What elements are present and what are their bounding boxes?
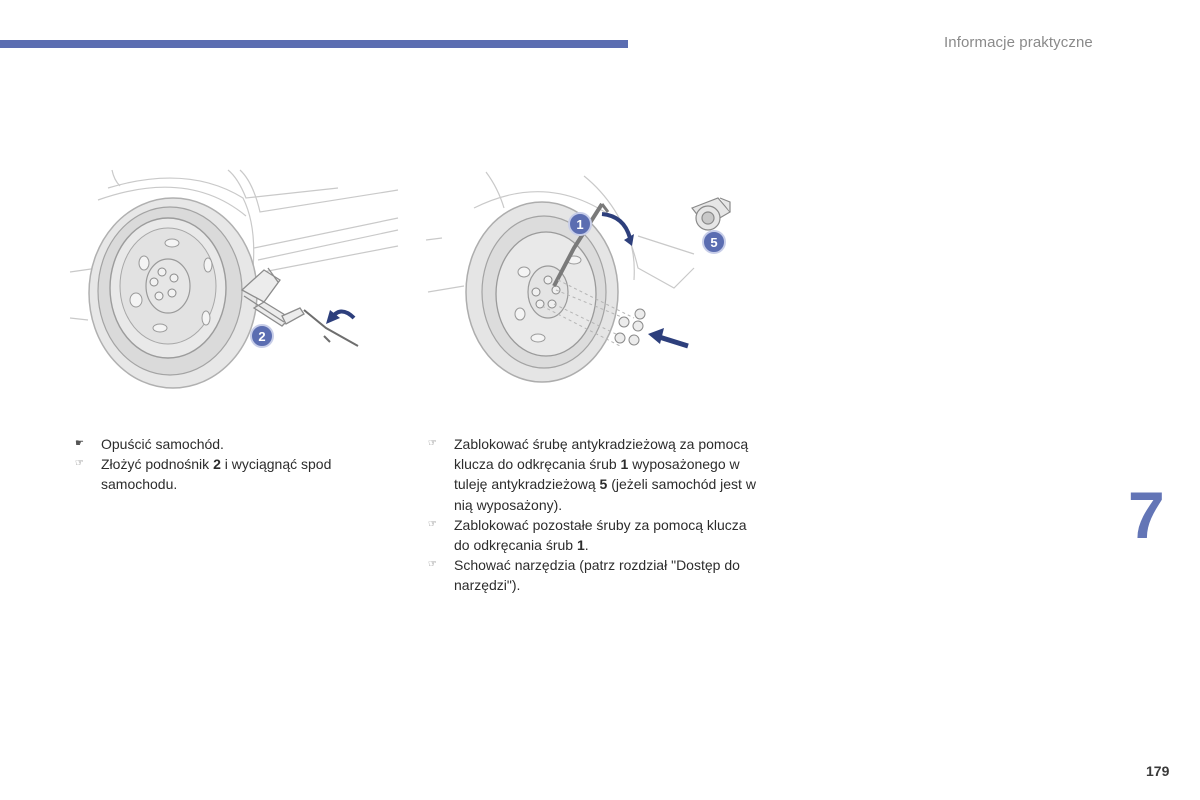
steps-right xyxy=(428,434,758,596)
illustration-lower-vehicle xyxy=(68,168,403,390)
callout-ref: 2 xyxy=(213,456,221,473)
step-lower-vehicle xyxy=(75,434,375,454)
step-text: Zablokować śrubę antykradzieżową za pomocą klucza do odkręcania śrub xyxy=(454,436,749,473)
step-lock-remaining-bolts xyxy=(428,515,758,555)
pointing-hand-icon: ☞ xyxy=(428,518,437,530)
illustration-locking-bolt xyxy=(424,168,754,390)
section-title: Informacje praktyczne xyxy=(944,34,1093,51)
wheel-wrench-drawing xyxy=(424,168,754,390)
step-stow-tools xyxy=(428,555,758,595)
step-text: Opuścić samochód. xyxy=(101,436,224,452)
step-text: . xyxy=(584,537,589,554)
step-text: Zablokować pozostałe śruby za pomocą klucza do odkręcania śrub xyxy=(454,516,747,554)
steps-left xyxy=(75,434,375,495)
step-text: i wyciągnąć spod samochodu. xyxy=(101,456,332,493)
step-text: (jeżeli samochód jest w nią wyposażony). xyxy=(454,476,756,513)
pointing-hand-icon: ☞ xyxy=(428,438,437,449)
step-fold-jack xyxy=(75,454,375,494)
step-lock-antitheft-bolt xyxy=(428,434,758,515)
callout-1-label: 1 xyxy=(576,217,584,232)
callout-2-label: 2 xyxy=(258,329,266,344)
chapter-number: 7 xyxy=(1128,478,1165,552)
pointing-hand-icon: ☞ xyxy=(428,559,437,571)
wheel-and-jack-drawing xyxy=(68,168,403,390)
pointing-hand-icon: ☞ xyxy=(75,458,84,470)
step-text: Złożyć podnośnik xyxy=(101,456,214,473)
callout-ref: 1 xyxy=(620,456,629,473)
page-number: 179 xyxy=(1146,763,1170,779)
header-accent-bar xyxy=(0,40,628,48)
step-text: wyposażonego w tuleję antykradzieżową xyxy=(454,456,740,493)
step-text: Schować narzędzia (patrz rozdział "Dostęp do narzędzi"). xyxy=(454,557,740,594)
callout-ref: 1 xyxy=(576,537,585,554)
callout-ref: 5 xyxy=(599,476,608,493)
callout-5-label: 5 xyxy=(710,235,718,250)
pointing-hand-icon: ☛ xyxy=(75,438,84,449)
